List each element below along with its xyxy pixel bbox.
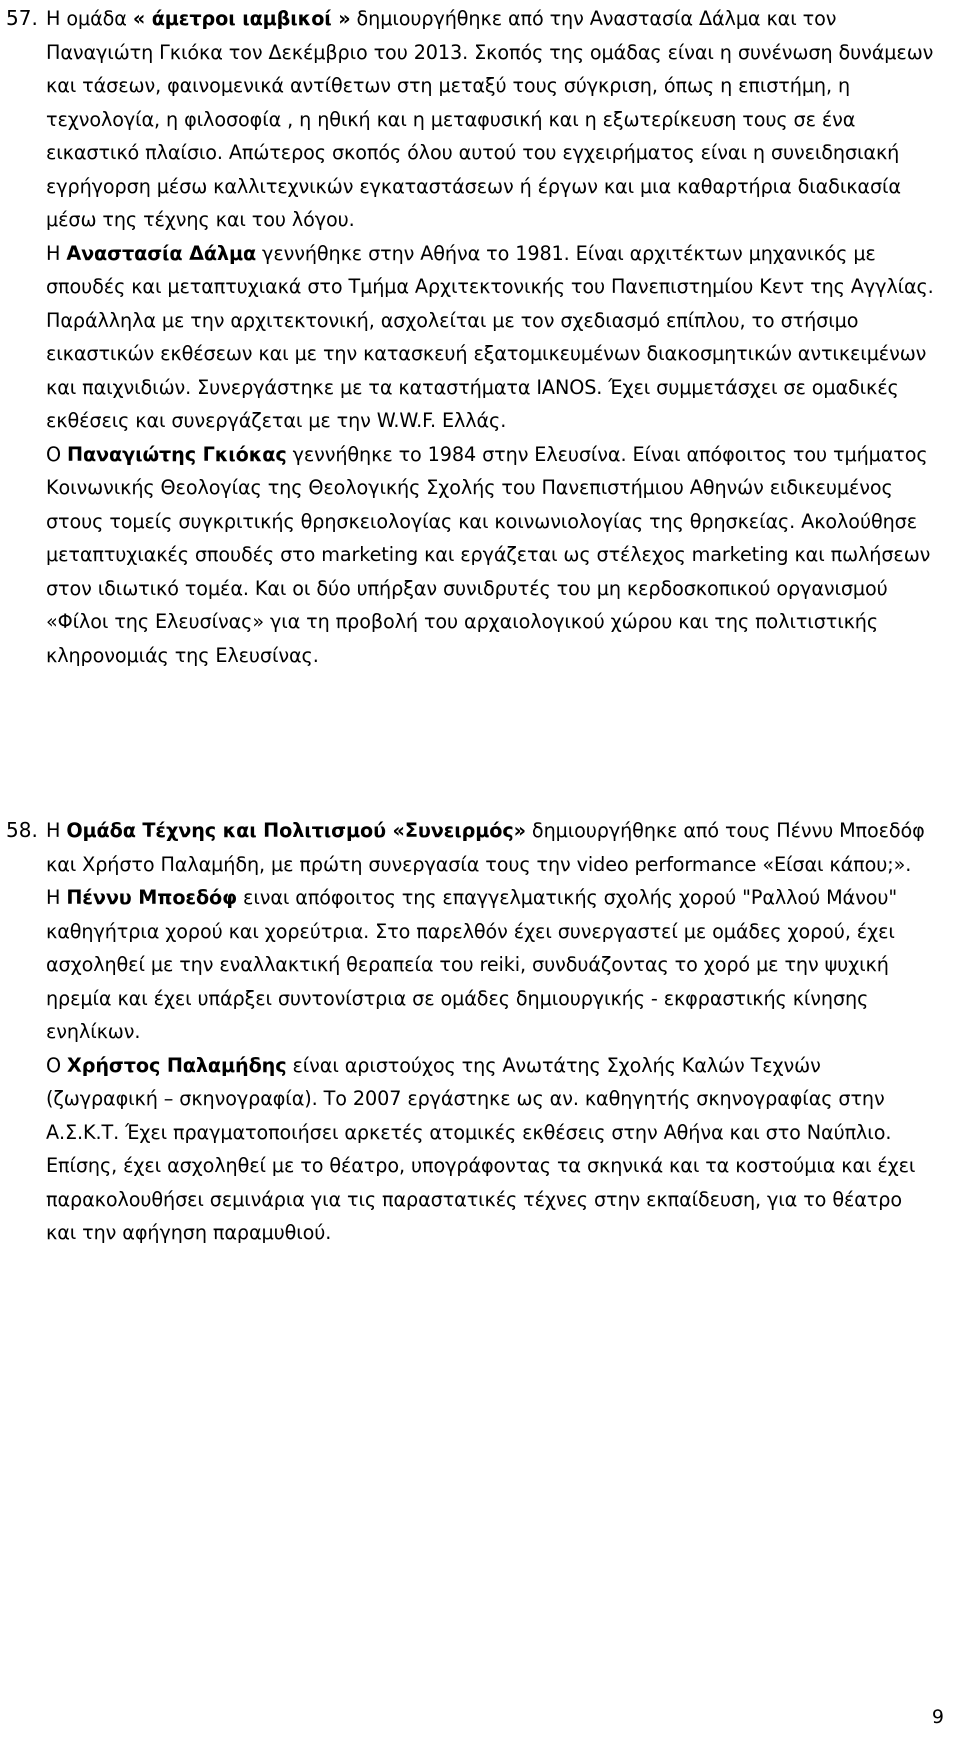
text-run: γεννήθηκε το 1984 στην Ελευσίνα. Είναι απόφοιτος του τμήματος Κοινωνικής Θεολογίας της Θεολογικής Σχολής του Πανεπιστήμιου Αθηνών ειδικευμένος στους τομείς συγκριτικής θρησκειολογίας και κοινωνιολογίας της θρησκείας. Ακολούθησε μεταπτυχιακές σπουδές στο marketing και εργάζεται ως στέλεχος marketing και πωλήσεων στον ιδιωτικό τομέα. Και οι δύο υπήρξαν συνιδρυτές του μη κερδοσκοπικού οργανισμού «Φίλοι της Ελευσίνας» για τη προβολή του αρχαιολογικού χώρου και της πολιτιστικής κληρονομιάς της Ελευσίνας. xyxy=(46,442,931,667)
text-run: είναι αριστούχος της Ανωτάτης Σχολής Καλών Τεχνών (ζωγραφική – σκηνογραφία). Το 2007 εργάστηκε ως αν. καθηγητής σκηνογραφίας στην Α.Σ.Κ.Τ. Έχει πραγματοποιήσει αρκετές ατομικές εκθέσεις στην Αθήνα και στο Ναύπλιο. Επίσης, έχει ασχοληθεί με το θέατρο, υπογράφοντας τα σκηνικά και τα κοστούμια και έχει παρακολουθήσει σεμινάρια για τις παραστατικές τέχνες στην εκπαίδευση, για το θέατρο και την αφήγηση παραμυθιού. xyxy=(46,1053,916,1244)
text-run: δημιουργήθηκε από τους Πέννυ Μποεδόφ και Χρήστο Παλαμήδη, με πρώτη συνεργασία τους την video performance «Είσαι κάπου;». xyxy=(46,819,925,876)
person-name: Αναστασία Δάλμα xyxy=(66,241,257,265)
item-body xyxy=(46,814,938,1250)
item-body xyxy=(46,2,938,672)
page-number: 9 xyxy=(931,1706,944,1728)
text-run: Ο xyxy=(46,442,68,466)
text-run: Η xyxy=(46,241,67,265)
paragraph-bio-gkiokas xyxy=(46,438,938,673)
item-number: 58. xyxy=(6,818,38,842)
paragraph-bio-boedof xyxy=(46,881,938,1049)
text-run: Η ομάδα xyxy=(46,7,133,30)
person-name: Χρήστος Παλαμήδης xyxy=(67,1053,287,1077)
text-run: γεννήθηκε στην Αθήνα το 1981. Είναι αρχιτέκτων μηχανικός με σπουδές και μεταπτυχιακά στο Τμήμα Αρχιτεκτονικής του Πανεπιστημίου Κεντ της Αγγλίας. Παράλληλα με την αρχιτεκτονική, ασχολείται με τον σχεδιασμό επίπλου, το στήσιμο εικαστικών εκθέσεων και με την κατασκευή εξατομικευμένων διακοσμητικών αντικειμένων και παιχνιδιών. Συνεργάστηκε με τα καταστήματα IANOS. Έχει συμμετάσχει σε ομαδικές εκθέσεις και συνεργάζεται με την W.W.F. Ελλάς. xyxy=(46,241,934,432)
group-name: Ομάδα Τέχνης και Πολιτισμού «Συνειρμός» xyxy=(66,819,526,842)
text-run: Ο xyxy=(46,1053,68,1077)
text-run: Η xyxy=(46,819,67,842)
paragraph-group-intro xyxy=(46,2,938,237)
paragraph-bio-palamidis xyxy=(46,1049,938,1250)
person-name: Παναγιώτης Γκιόκας xyxy=(67,442,287,466)
text-run: ειναι απόφοιτος της επαγγελματικής σχολής χορού "Ραλλού Μάνου" καθηγήτρια χορού και χορεύτρια. Στο παρελθόν έχει συνεργαστεί με ομάδες χορού, έχει ασχοληθεί με την εναλλακτική θεραπεία του reiki, συνδυάζοντας το χορό με την ψυχική ηρεμία και έχει υπάρξει συντονίστρια σε ομάδες δημιουργικής - εκφραστικής κίνησης ενηλίκων. xyxy=(46,886,898,1043)
person-name: Πέννυ Μποεδόφ xyxy=(66,886,238,909)
item-number: 57. xyxy=(6,6,38,30)
text-run: δημιουργήθηκε από την Αναστασία Δάλμα και τον Παναγιώτη Γκιόκα τον Δεκέμβριο του 2013. Σκοπός της ομάδας είναι η συνένωση δυνάμεων και τάσεων, φαινομενικά αντίθετων στη μεταξύ τους σύγκριση, όπως η επιστήμη, η τεχνολογία, η φιλοσοφία , η ηθική και η μεταφυσική και η εξωτερίκευση τους σε ένα εικαστικό πλαίσιο. Απώτερος σκοπός όλου αυτού του εγχειρήματος είναι η συνειδησιακή εγρήγορση μέσω καλλιτεχνικών εγκαταστάσεων ή έργων και μια καθαρτήρια διαδικασία μέσω της τέχνης και του λόγου. xyxy=(46,7,934,231)
paragraph-group-intro xyxy=(46,814,938,881)
text-run: Η xyxy=(46,886,67,909)
paragraph-bio-dalma xyxy=(46,237,938,438)
group-name: « άμετροι ιαμβικοί » xyxy=(132,7,351,30)
